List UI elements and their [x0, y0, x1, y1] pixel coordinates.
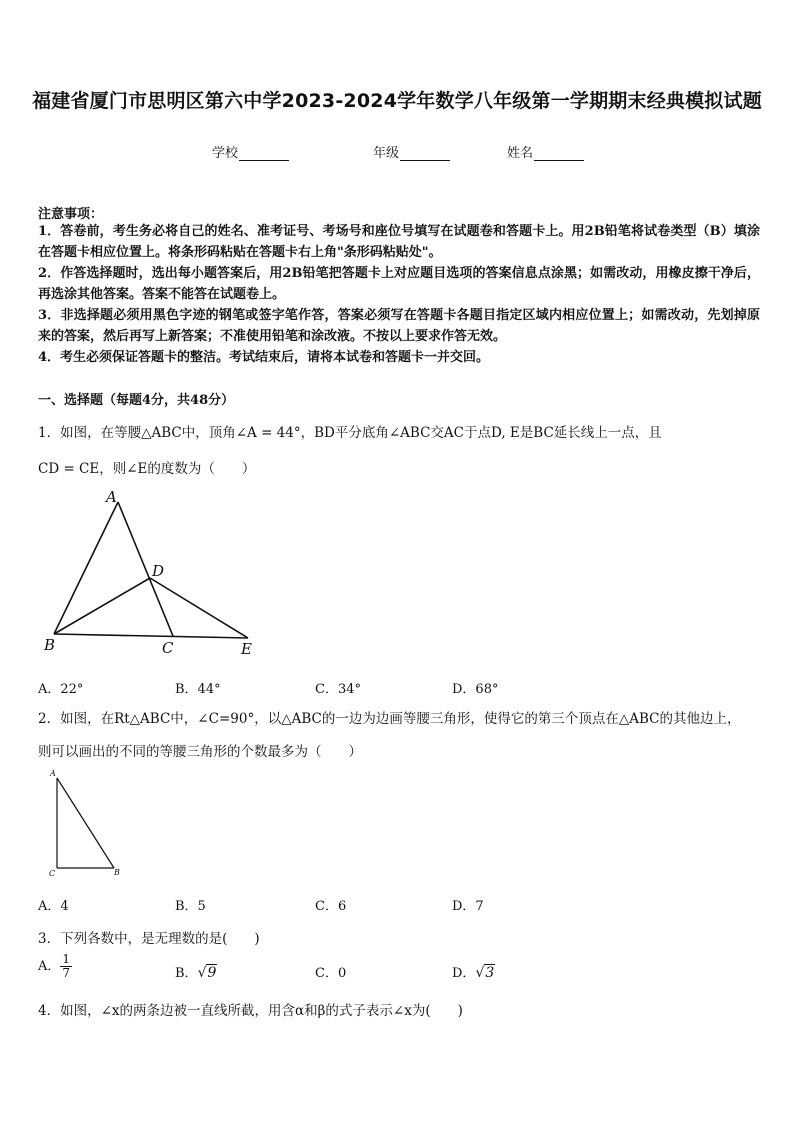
vertex-label-c: C: [162, 639, 174, 657]
q2-option-d: D．7: [452, 899, 484, 914]
vertex-label-a: A: [106, 488, 117, 506]
q3-option-b-prefix: B．: [175, 966, 198, 981]
q3-option-a: [38, 953, 72, 980]
edge-ab: [57, 778, 114, 868]
radicand: 9: [207, 965, 217, 981]
note-item: 1．答卷前，考生务必将自己的姓名、准考证号、考场号和座位号填写在试题卷和答题卡上。用2B铅笔将试卷类型（B）填涂在答题卡相应位置上。将条形码粘贴在答题卡右上角"条形码粘贴处"。: [38, 224, 760, 260]
q1-text-line2: CD = CE，则∠E的度数为（ ）: [38, 461, 256, 477]
q2-option-c: C．6: [315, 899, 347, 914]
q2-right-triangle-figure: [44, 766, 134, 882]
segment-de: [150, 578, 248, 638]
notes-list: [38, 221, 760, 368]
name-blank: [534, 148, 584, 161]
note-item: 3．非选择题必须用黑色字迹的钢笔或签字笔作答，答案必须写在答题卡各题目指定区域内相应位置上；如需改动，先划掉原来的答案，然后再写上新答案；不准使用铅笔和涂改液。不按以上要求作答无效。: [38, 308, 760, 344]
section-heading: 一、选择题（每题4分，共48分）: [38, 393, 235, 408]
school-blank: [239, 148, 289, 161]
q3-option-a-prefix: A．: [38, 959, 61, 974]
grade-blank: [400, 148, 450, 161]
q2-text-line1: 2．如图，在Rt△ABC中，∠C=90°，以△ABC的一边为边画等腰三角形，使得它的第三个顶点在△ABC的其他边上，: [38, 711, 741, 727]
vertex-label-c: C: [49, 869, 56, 878]
q3-text: 3．下列各数中，是无理数的是( ): [38, 931, 260, 947]
q3-option-d-prefix: D．: [452, 966, 476, 981]
edge-ab: [54, 502, 118, 634]
page-title: 福建省厦门市思明区第六中学2023-2024学年数学八年级第一学期期末经典模拟试题: [32, 90, 762, 112]
vertex-label-d: D: [152, 562, 165, 580]
q1-text-line1: 1．如图，在等腰△ABC中，顶角∠A = 44°，BD平分底角∠ABC交AC于点D, E是BC延长线上一点，且: [38, 425, 662, 441]
note-item: 2．作答选择题时，选出每小题答案后，用2B铅笔把答题卡上对应题目选项的答案信息点涂黑；如需改动，用橡皮擦干净后，再选涂其他答案。答案不能答在试题卷上。: [38, 266, 760, 302]
q2-option-b: B．5: [175, 899, 206, 914]
note-item: 4．考生必须保证答题卡的整洁。考试结束后，请将本试卷和答题卡一并交回。: [38, 350, 490, 365]
q1-option-c: C．34°: [315, 682, 361, 697]
square-root: √3: [475, 965, 495, 981]
edge-ac: [118, 502, 173, 636]
radicand: 3: [485, 965, 495, 981]
square-root: √9: [197, 965, 217, 981]
fraction-numerator: 1: [62, 952, 71, 966]
school-label: 学校: [212, 146, 239, 161]
vertex-label-e: E: [241, 640, 252, 658]
q4-text: 4．如图，∠x的两条边被一直线所截，用含α和β的式子表示∠x为( ): [38, 1003, 463, 1019]
fraction-denominator: 7: [62, 966, 71, 980]
edge-be: [54, 634, 248, 638]
name-label: 姓名: [507, 146, 534, 161]
q3-option-b: [175, 962, 217, 981]
q2-text-line2: 则可以画出的不同的等腰三角形的个数最多为（ ）: [38, 744, 362, 760]
q3-option-c: C．0: [315, 966, 347, 981]
vertex-label-b: B: [114, 868, 120, 877]
q1-option-d: D．68°: [452, 682, 499, 697]
vertex-label-b: B: [44, 636, 56, 654]
q3-option-d: [452, 962, 495, 981]
notes-heading: 注意事项：: [38, 207, 104, 222]
fraction: [60, 953, 72, 980]
q1-option-b: B．44°: [175, 682, 221, 697]
q1-option-a: A．22°: [38, 682, 84, 697]
grade-label: 年级: [373, 146, 400, 161]
q1-triangle-figure: [38, 488, 268, 658]
school-field: [212, 142, 289, 161]
q2-option-a: A．4: [38, 899, 69, 914]
vertex-label-a: A: [50, 769, 56, 778]
name-field: [507, 142, 584, 161]
grade-field: [373, 142, 450, 161]
